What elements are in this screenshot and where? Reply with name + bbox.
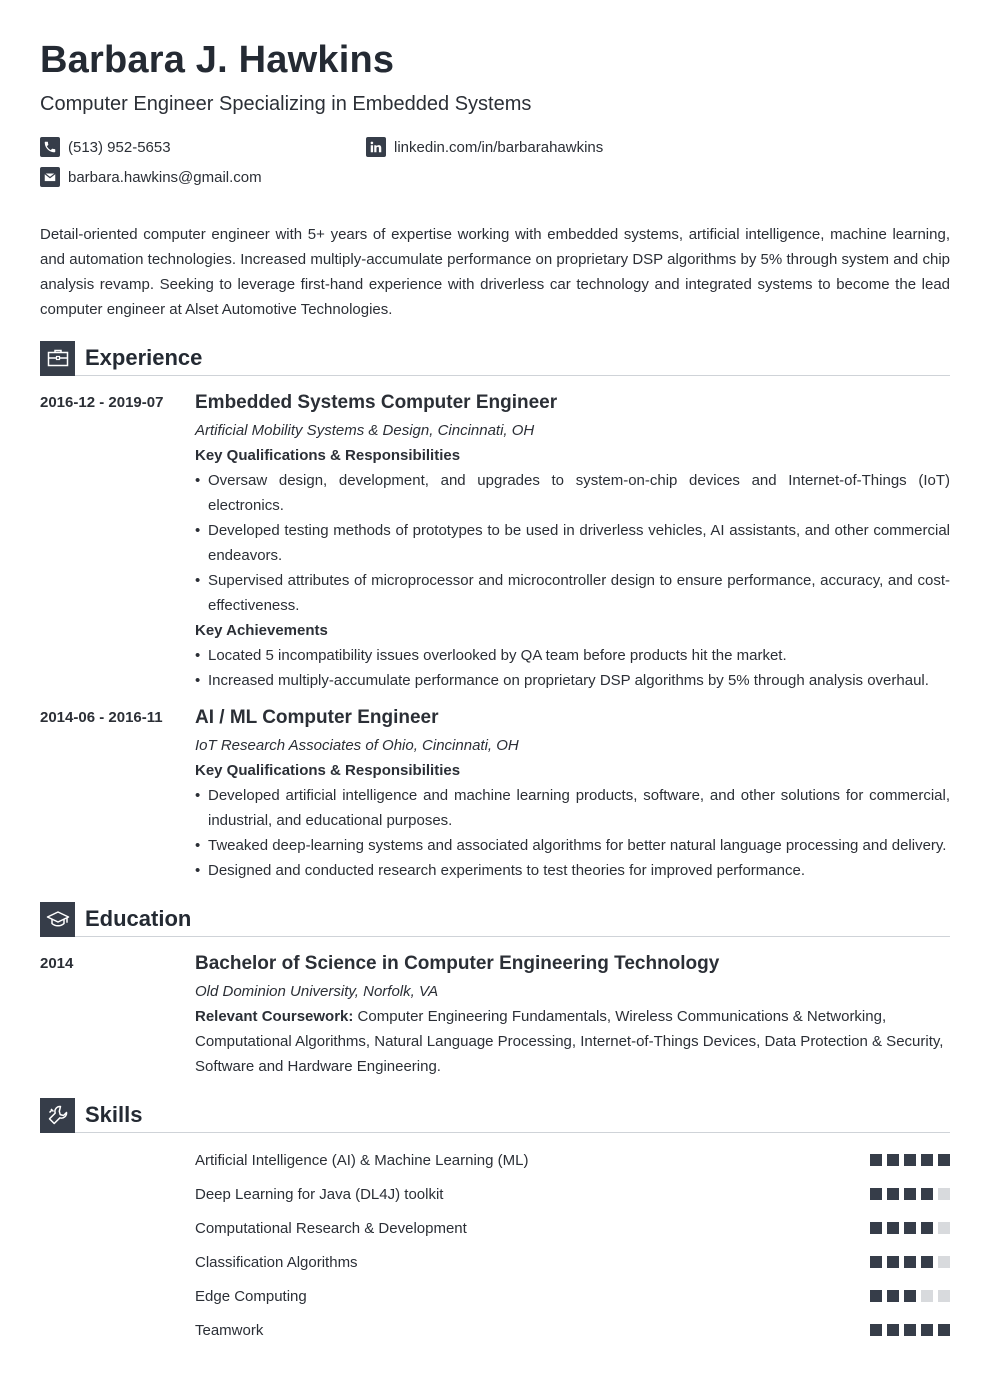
rating-square-empty: [938, 1222, 950, 1234]
contact-linkedin[interactable]: [366, 136, 603, 158]
resume-page: [40, 38, 950, 1347]
rating-square-filled: [904, 1188, 916, 1200]
skill-name: Deep Learning for Java (DL4J) toolkit: [195, 1185, 444, 1203]
phone-icon: [40, 137, 60, 157]
contact-phone[interactable]: [40, 136, 171, 158]
email-text: barbara.hawkins@gmail.com: [68, 168, 262, 186]
envelope-icon: [40, 167, 60, 187]
experience-section-header: [40, 340, 950, 376]
rating-square-filled: [887, 1256, 899, 1268]
candidate-subtitle: Computer Engineer Specializing in Embedded Systems: [40, 93, 532, 115]
rating-square-filled: [921, 1324, 933, 1336]
skills-list: [40, 1143, 950, 1347]
rating-square-filled: [921, 1154, 933, 1166]
achievements-list: [195, 643, 950, 693]
experience-entry: [40, 705, 950, 883]
graduation-cap-icon: [40, 902, 75, 937]
rating-square-filled: [887, 1188, 899, 1200]
rating-square-filled: [938, 1154, 950, 1166]
experience-entry: [40, 390, 950, 693]
qualifications-list: [195, 468, 950, 618]
rating-square-filled: [887, 1154, 899, 1166]
rating-square-filled: [887, 1222, 899, 1234]
profile-summary: Detail-oriented computer engineer with 5+ years of expertise working with embedded systems, artificial intelligence, machine learning, and automation technologies. Increased multiply-accumulate performance on proprietary DSP algorithms by 5% through system and chip analysis revamp. Seeking to leverage first-hand experience with driverless car technology and integrated systems to become the lead computer engineer at Alset Automotive Technologies.: [40, 226, 950, 318]
education-heading: Education: [85, 905, 192, 931]
rating-square-filled: [870, 1188, 882, 1200]
rating-square-filled: [921, 1188, 933, 1200]
linkedin-text: linkedin.com/in/barbarahawkins: [394, 138, 604, 156]
job-date: 2014-06 - 2016-11: [40, 709, 163, 726]
rating-square-filled: [887, 1324, 899, 1336]
list-item: • Increased multiply-accumulate performance on proprietary DSP algorithms by 5% through analysis overhaul.: [195, 672, 929, 689]
rating-square-filled: [904, 1290, 916, 1302]
rating-square-filled: [870, 1256, 882, 1268]
list-item: • Supervised attributes of microprocessor and microcontroller design to ensure performance, accuracy, and cost-effectiveness.: [195, 572, 950, 614]
coursework-label: Relevant Coursework:: [195, 1008, 354, 1025]
school-name: Old Dominion University, Norfolk, VA: [195, 983, 439, 1000]
qualifications-list: [195, 783, 950, 883]
skill-name: Computational Research & Development: [195, 1219, 467, 1237]
skill-name: Edge Computing: [195, 1287, 307, 1305]
rating-square-filled: [887, 1290, 899, 1302]
rating-square-filled: [870, 1290, 882, 1302]
linkedin-icon: [366, 137, 386, 157]
list-item: • Oversaw design, development, and upgrades to system-on-chip devices and Internet-of-Things (IoT) electronics.: [195, 472, 950, 514]
job-employer: IoT Research Associates of Ohio, Cincinnati, OH: [195, 737, 519, 754]
skill-row: [195, 1177, 950, 1211]
list-item: • Developed artificial intelligence and machine learning products, software, and other solutions for commercial, industrial, and educational purposes.: [195, 787, 950, 829]
coursework-text: Computer Engineering Fundamentals, Wireless Communications & Networking, Computational Algorithms, Natural Language Processing, Internet-of-Things Devices, Data Protection & Security, Software and Hardware Engineering.: [195, 1008, 944, 1075]
skills-section-header: [40, 1097, 950, 1133]
rating-square-filled: [904, 1222, 916, 1234]
rating-square-empty: [938, 1188, 950, 1200]
skill-row: [195, 1143, 950, 1177]
skill-row: [195, 1211, 950, 1245]
skill-rating: [870, 1324, 950, 1336]
rating-square-filled: [870, 1222, 882, 1234]
rating-square-empty: [938, 1290, 950, 1302]
achievements-label: Key Achievements: [195, 622, 328, 639]
skill-name: Artificial Intelligence (AI) & Machine Learning (ML): [195, 1151, 529, 1169]
job-title: Embedded Systems Computer Engineer: [195, 392, 558, 413]
briefcase-icon: [40, 341, 75, 376]
skill-rating: [870, 1222, 950, 1234]
list-item: • Located 5 incompatibility issues overlooked by QA team before products hit the market.: [195, 647, 787, 664]
rating-square-filled: [904, 1154, 916, 1166]
experience-heading: Experience: [85, 344, 203, 370]
rating-square-filled: [921, 1222, 933, 1234]
rating-square-filled: [921, 1256, 933, 1268]
coursework: [195, 1004, 950, 1079]
list-item: • Developed testing methods of prototypes to be used in driverless vehicles, AI assistants, and other commercial endeavors.: [195, 522, 950, 564]
phone-text: (513) 952-5653: [68, 138, 171, 156]
rating-square-empty: [938, 1256, 950, 1268]
list-item: • Designed and conducted research experiments to test theories for improved performance.: [195, 862, 805, 879]
skill-rating: [870, 1290, 950, 1302]
list-item: • Tweaked deep-learning systems and associated algorithms for better natural language processing and delivery.: [195, 837, 947, 854]
skill-name: Classification Algorithms: [195, 1253, 358, 1271]
skill-row: [195, 1279, 950, 1313]
job-employer: Artificial Mobility Systems & Design, Cincinnati, OH: [195, 422, 535, 439]
rating-square-filled: [938, 1324, 950, 1336]
rating-square-filled: [870, 1154, 882, 1166]
skill-name: Teamwork: [195, 1321, 264, 1339]
skill-rating: [870, 1188, 950, 1200]
rating-square-empty: [921, 1290, 933, 1302]
education-date: 2014: [40, 955, 74, 972]
job-title: AI / ML Computer Engineer: [195, 707, 439, 728]
rating-square-filled: [904, 1256, 916, 1268]
qualifications-label: Key Qualifications & Responsibilities: [195, 762, 461, 779]
degree-title: Bachelor of Science in Computer Engineering Technology: [195, 953, 720, 974]
contact-block: [40, 136, 950, 206]
skill-row: [195, 1245, 950, 1279]
rating-square-filled: [904, 1324, 916, 1336]
wrench-icon: [40, 1098, 75, 1133]
skill-rating: [870, 1256, 950, 1268]
contact-email[interactable]: [40, 166, 262, 188]
job-date: 2016-12 - 2019-07: [40, 394, 164, 411]
candidate-name: Barbara J. Hawkins: [40, 39, 395, 81]
rating-square-filled: [870, 1324, 882, 1336]
education-entry: [40, 951, 950, 1079]
skills-heading: Skills: [85, 1101, 143, 1127]
skill-rating: [870, 1154, 950, 1166]
education-section-header: [40, 901, 950, 937]
qualifications-label: Key Qualifications & Responsibilities: [195, 447, 461, 464]
skill-row: [195, 1313, 950, 1347]
